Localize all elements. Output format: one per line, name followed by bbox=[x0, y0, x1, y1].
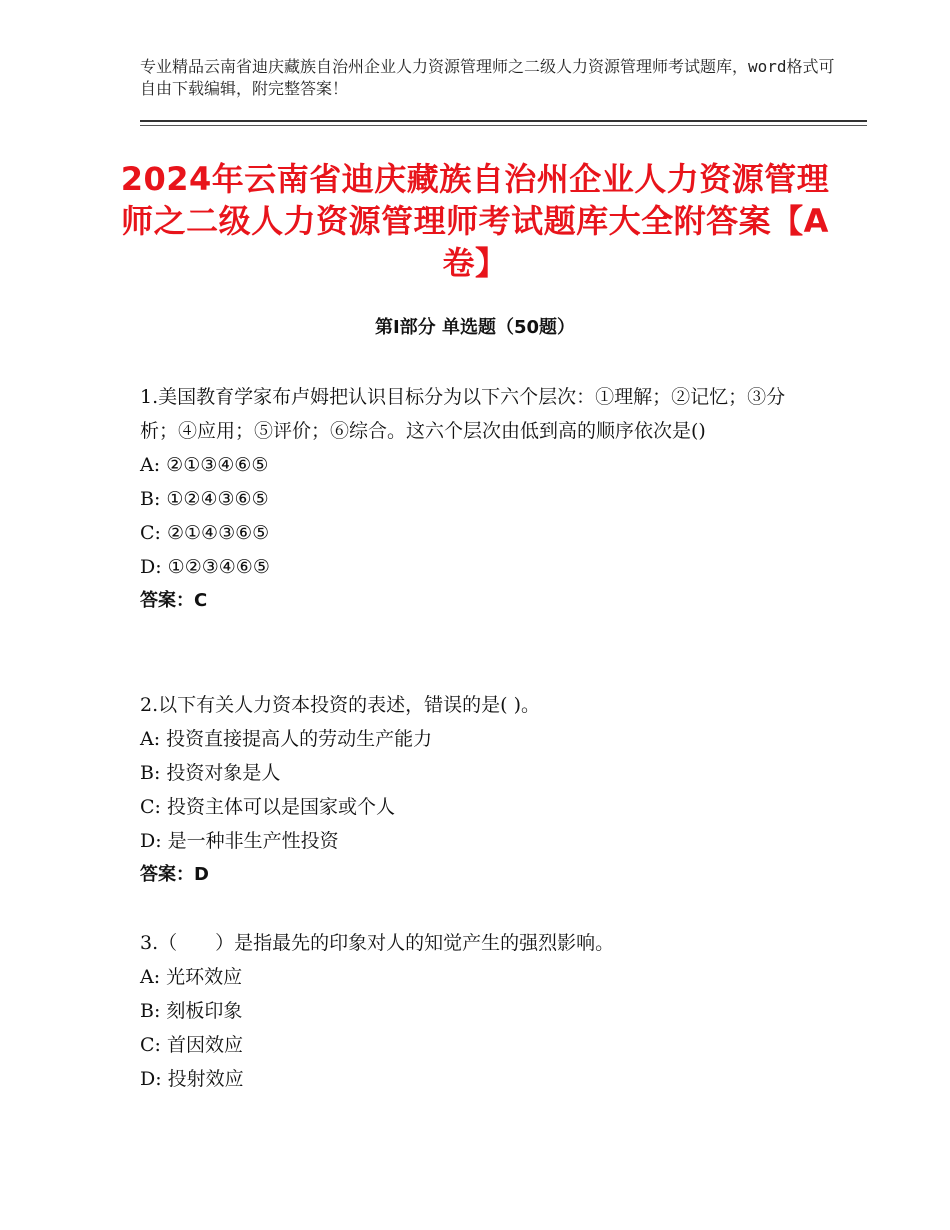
document-title: 2024年云南省迪庆藏族自治州企业人力资源管理师之二级人力资源管理师考试题库大全附答案【A卷】 bbox=[120, 160, 830, 282]
option-c: C: 投资主体可以是国家或个人 bbox=[140, 796, 395, 818]
option-c: C: 首因效应 bbox=[140, 1034, 243, 1056]
option-b: B: 刻板印象 bbox=[140, 1000, 243, 1022]
header-note: 专业精品云南省迪庆藏族自治州企业人力资源管理师之二级人力资源管理师考试题库，word格式可自由下载编辑，附完整答案！ bbox=[140, 57, 835, 98]
option-b: B: ①②④③⑥⑤ bbox=[140, 488, 269, 510]
question-2 bbox=[140, 688, 820, 892]
section-title: 第Ⅰ部分 单选题（50题） bbox=[374, 317, 575, 338]
option-c: C: ②①④③⑥⑤ bbox=[140, 522, 270, 544]
answer-label: 答案：C bbox=[140, 590, 208, 611]
question-1 bbox=[140, 380, 820, 618]
option-d: D: 是一种非生产性投资 bbox=[140, 830, 339, 852]
question-stem: 3.（ ）是指最先的印象对人的知觉产生的强烈影响。 bbox=[140, 932, 615, 954]
question-stem: 1.美国教育学家布卢姆把认识目标分为以下六个层次：①理解；②记忆；③分析；④应用；⑤评价；⑥综合。这六个层次由低到高的顺序依次是() bbox=[140, 386, 786, 442]
option-b: B: 投资对象是人 bbox=[140, 762, 281, 784]
option-d: D: ①②③④⑥⑤ bbox=[140, 556, 270, 578]
option-d: D: 投射效应 bbox=[140, 1068, 244, 1090]
option-a: A: 投资直接提高人的劳动生产能力 bbox=[140, 728, 433, 750]
answer-label: 答案：D bbox=[140, 864, 209, 885]
option-a: A: 光环效应 bbox=[140, 966, 243, 988]
option-a: A: ②①③④⑥⑤ bbox=[140, 454, 269, 476]
header-divider-thin bbox=[140, 125, 867, 126]
question-stem: 2.以下有关人力资本投资的表述，错误的是( )。 bbox=[140, 694, 540, 716]
question-3 bbox=[140, 926, 820, 1096]
header-divider bbox=[140, 120, 867, 122]
